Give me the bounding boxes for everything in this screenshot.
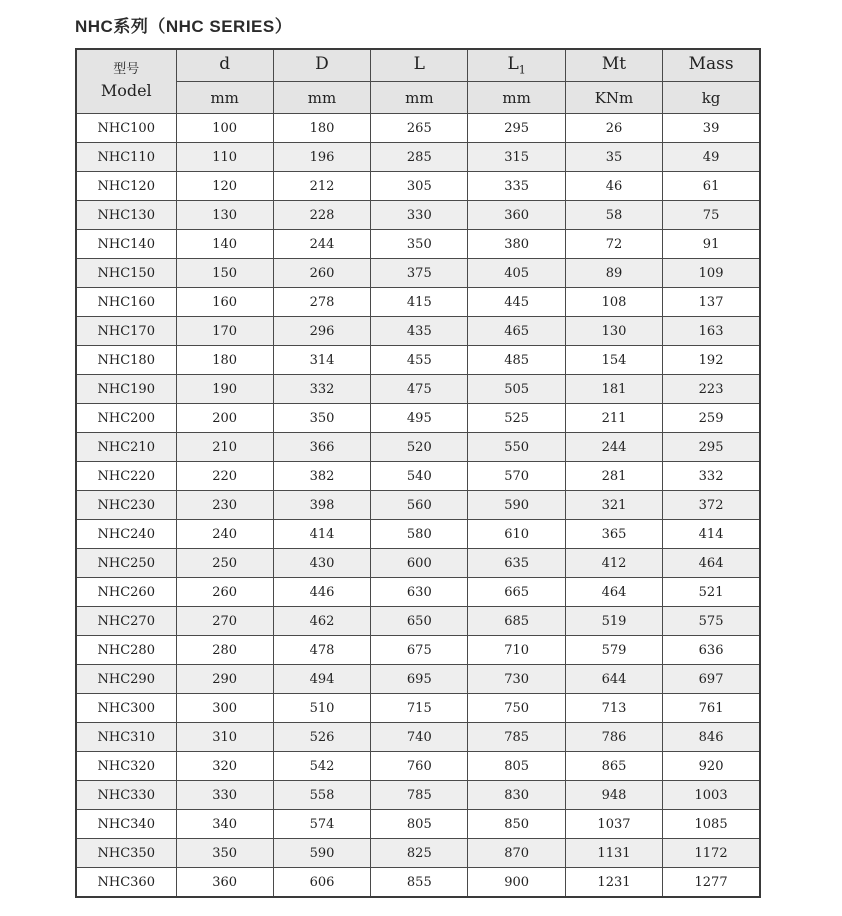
value-cell: 446 bbox=[273, 578, 370, 607]
value-cell: 360 bbox=[176, 868, 273, 898]
value-cell: 295 bbox=[663, 433, 760, 462]
value-cell: 137 bbox=[663, 288, 760, 317]
value-cell: 730 bbox=[468, 665, 565, 694]
model-cell: NHC340 bbox=[76, 810, 176, 839]
value-cell: 230 bbox=[176, 491, 273, 520]
value-cell: 570 bbox=[468, 462, 565, 491]
table-row bbox=[76, 114, 760, 143]
table-row bbox=[76, 868, 760, 898]
model-cell: NHC230 bbox=[76, 491, 176, 520]
unit-header-Mt: KNm bbox=[565, 82, 662, 114]
value-cell: 335 bbox=[468, 172, 565, 201]
value-cell: 948 bbox=[565, 781, 662, 810]
value-cell: 332 bbox=[273, 375, 370, 404]
table-row bbox=[76, 230, 760, 259]
value-cell: 580 bbox=[371, 520, 468, 549]
value-cell: 365 bbox=[565, 520, 662, 549]
value-cell: 475 bbox=[371, 375, 468, 404]
value-cell: 785 bbox=[468, 723, 565, 752]
value-cell: 526 bbox=[273, 723, 370, 752]
model-cell: NHC130 bbox=[76, 201, 176, 230]
table-row bbox=[76, 259, 760, 288]
column-header-Mass: Mass bbox=[663, 49, 760, 82]
value-cell: 550 bbox=[468, 433, 565, 462]
value-cell: 510 bbox=[273, 694, 370, 723]
value-cell: 465 bbox=[468, 317, 565, 346]
value-cell: 35 bbox=[565, 143, 662, 172]
value-cell: 330 bbox=[371, 201, 468, 230]
value-cell: 495 bbox=[371, 404, 468, 433]
value-cell: 805 bbox=[468, 752, 565, 781]
value-cell: 109 bbox=[663, 259, 760, 288]
table-row bbox=[76, 346, 760, 375]
value-cell: 61 bbox=[663, 172, 760, 201]
value-cell: 130 bbox=[565, 317, 662, 346]
value-cell: 350 bbox=[273, 404, 370, 433]
column-header-D: D bbox=[273, 49, 370, 82]
model-cell: NHC240 bbox=[76, 520, 176, 549]
value-cell: 685 bbox=[468, 607, 565, 636]
value-cell: 1037 bbox=[565, 810, 662, 839]
value-cell: 464 bbox=[565, 578, 662, 607]
value-cell: 259 bbox=[663, 404, 760, 433]
value-cell: 574 bbox=[273, 810, 370, 839]
model-cell: NHC180 bbox=[76, 346, 176, 375]
value-cell: 366 bbox=[273, 433, 370, 462]
value-cell: 290 bbox=[176, 665, 273, 694]
column-header-d: d bbox=[176, 49, 273, 82]
value-cell: 1003 bbox=[663, 781, 760, 810]
value-cell: 697 bbox=[663, 665, 760, 694]
model-header-en: Model bbox=[100, 81, 152, 101]
value-cell: 72 bbox=[565, 230, 662, 259]
value-cell: 644 bbox=[565, 665, 662, 694]
value-cell: 240 bbox=[176, 520, 273, 549]
table-row bbox=[76, 491, 760, 520]
value-cell: 350 bbox=[176, 839, 273, 868]
value-cell: 710 bbox=[468, 636, 565, 665]
table-row bbox=[76, 723, 760, 752]
value-cell: 372 bbox=[663, 491, 760, 520]
value-cell: 1277 bbox=[663, 868, 760, 898]
column-header-model bbox=[76, 49, 176, 114]
value-cell: 430 bbox=[273, 549, 370, 578]
table-row bbox=[76, 636, 760, 665]
table-row bbox=[76, 839, 760, 868]
value-cell: 380 bbox=[468, 230, 565, 259]
value-cell: 228 bbox=[273, 201, 370, 230]
value-cell: 610 bbox=[468, 520, 565, 549]
value-cell: 1231 bbox=[565, 868, 662, 898]
value-cell: 285 bbox=[371, 143, 468, 172]
model-cell: NHC220 bbox=[76, 462, 176, 491]
value-cell: 1131 bbox=[565, 839, 662, 868]
table-row bbox=[76, 520, 760, 549]
value-cell: 760 bbox=[371, 752, 468, 781]
model-cell: NHC200 bbox=[76, 404, 176, 433]
value-cell: 761 bbox=[663, 694, 760, 723]
value-cell: 1172 bbox=[663, 839, 760, 868]
value-cell: 870 bbox=[468, 839, 565, 868]
value-cell: 560 bbox=[371, 491, 468, 520]
table-row bbox=[76, 172, 760, 201]
value-cell: 494 bbox=[273, 665, 370, 694]
value-cell: 575 bbox=[663, 607, 760, 636]
value-cell: 210 bbox=[176, 433, 273, 462]
value-cell: 650 bbox=[371, 607, 468, 636]
value-cell: 110 bbox=[176, 143, 273, 172]
value-cell: 305 bbox=[371, 172, 468, 201]
table-row bbox=[76, 317, 760, 346]
table-row bbox=[76, 433, 760, 462]
value-cell: 900 bbox=[468, 868, 565, 898]
value-cell: 260 bbox=[176, 578, 273, 607]
table-header bbox=[76, 49, 760, 114]
value-cell: 39 bbox=[663, 114, 760, 143]
header-row-names bbox=[76, 49, 760, 82]
value-cell: 850 bbox=[468, 810, 565, 839]
value-cell: 250 bbox=[176, 549, 273, 578]
table-row bbox=[76, 665, 760, 694]
value-cell: 920 bbox=[663, 752, 760, 781]
model-cell: NHC360 bbox=[76, 868, 176, 898]
value-cell: 26 bbox=[565, 114, 662, 143]
table-row bbox=[76, 201, 760, 230]
value-cell: 462 bbox=[273, 607, 370, 636]
value-cell: 558 bbox=[273, 781, 370, 810]
model-cell: NHC190 bbox=[76, 375, 176, 404]
model-cell: NHC210 bbox=[76, 433, 176, 462]
table-row bbox=[76, 607, 760, 636]
value-cell: 590 bbox=[273, 839, 370, 868]
model-header-zh: 型号 bbox=[113, 61, 140, 77]
value-cell: 108 bbox=[565, 288, 662, 317]
value-cell: 785 bbox=[371, 781, 468, 810]
value-cell: 855 bbox=[371, 868, 468, 898]
model-cell: NHC350 bbox=[76, 839, 176, 868]
value-cell: 340 bbox=[176, 810, 273, 839]
value-cell: 314 bbox=[273, 346, 370, 375]
unit-header-L: mm bbox=[371, 82, 468, 114]
value-cell: 75 bbox=[663, 201, 760, 230]
value-cell: 181 bbox=[565, 375, 662, 404]
value-cell: 590 bbox=[468, 491, 565, 520]
value-cell: 415 bbox=[371, 288, 468, 317]
model-cell: NHC290 bbox=[76, 665, 176, 694]
model-cell: NHC300 bbox=[76, 694, 176, 723]
value-cell: 244 bbox=[273, 230, 370, 259]
value-cell: 445 bbox=[468, 288, 565, 317]
value-cell: 281 bbox=[565, 462, 662, 491]
model-cell: NHC120 bbox=[76, 172, 176, 201]
value-cell: 519 bbox=[565, 607, 662, 636]
value-cell: 464 bbox=[663, 549, 760, 578]
value-cell: 154 bbox=[565, 346, 662, 375]
model-cell: NHC330 bbox=[76, 781, 176, 810]
value-cell: 542 bbox=[273, 752, 370, 781]
value-cell: 520 bbox=[371, 433, 468, 462]
value-cell: 414 bbox=[663, 520, 760, 549]
value-cell: 665 bbox=[468, 578, 565, 607]
table-row bbox=[76, 288, 760, 317]
value-cell: 140 bbox=[176, 230, 273, 259]
value-cell: 805 bbox=[371, 810, 468, 839]
value-cell: 579 bbox=[565, 636, 662, 665]
value-cell: 521 bbox=[663, 578, 760, 607]
value-cell: 606 bbox=[273, 868, 370, 898]
value-cell: 405 bbox=[468, 259, 565, 288]
unit-header-Mass: kg bbox=[663, 82, 760, 114]
value-cell: 635 bbox=[468, 549, 565, 578]
value-cell: 46 bbox=[565, 172, 662, 201]
value-cell: 220 bbox=[176, 462, 273, 491]
value-cell: 382 bbox=[273, 462, 370, 491]
model-cell: NHC260 bbox=[76, 578, 176, 607]
model-cell: NHC250 bbox=[76, 549, 176, 578]
value-cell: 1085 bbox=[663, 810, 760, 839]
value-cell: 196 bbox=[273, 143, 370, 172]
value-cell: 300 bbox=[176, 694, 273, 723]
value-cell: 211 bbox=[565, 404, 662, 433]
column-header-Mt: Mt bbox=[565, 49, 662, 82]
value-cell: 280 bbox=[176, 636, 273, 665]
table-row bbox=[76, 375, 760, 404]
value-cell: 630 bbox=[371, 578, 468, 607]
value-cell: 478 bbox=[273, 636, 370, 665]
value-cell: 715 bbox=[371, 694, 468, 723]
value-cell: 695 bbox=[371, 665, 468, 694]
value-cell: 192 bbox=[663, 346, 760, 375]
value-cell: 330 bbox=[176, 781, 273, 810]
value-cell: 295 bbox=[468, 114, 565, 143]
value-cell: 846 bbox=[663, 723, 760, 752]
value-cell: 260 bbox=[273, 259, 370, 288]
table-row bbox=[76, 810, 760, 839]
value-cell: 675 bbox=[371, 636, 468, 665]
value-cell: 200 bbox=[176, 404, 273, 433]
spec-table bbox=[75, 48, 761, 898]
value-cell: 244 bbox=[565, 433, 662, 462]
table-row bbox=[76, 752, 760, 781]
value-cell: 350 bbox=[371, 230, 468, 259]
value-cell: 91 bbox=[663, 230, 760, 259]
value-cell: 170 bbox=[176, 317, 273, 346]
value-cell: 786 bbox=[565, 723, 662, 752]
value-cell: 58 bbox=[565, 201, 662, 230]
value-cell: 223 bbox=[663, 375, 760, 404]
model-cell: NHC280 bbox=[76, 636, 176, 665]
header-row-units bbox=[76, 82, 760, 114]
model-cell: NHC100 bbox=[76, 114, 176, 143]
page-title: NHC系列（NHC SERIES） bbox=[75, 17, 293, 36]
value-cell: 315 bbox=[468, 143, 565, 172]
value-cell: 525 bbox=[468, 404, 565, 433]
table-row bbox=[76, 578, 760, 607]
value-cell: 540 bbox=[371, 462, 468, 491]
value-cell: 321 bbox=[565, 491, 662, 520]
value-cell: 296 bbox=[273, 317, 370, 346]
value-cell: 163 bbox=[663, 317, 760, 346]
value-cell: 485 bbox=[468, 346, 565, 375]
model-cell: NHC160 bbox=[76, 288, 176, 317]
model-cell: NHC310 bbox=[76, 723, 176, 752]
value-cell: 740 bbox=[371, 723, 468, 752]
table-body bbox=[76, 114, 760, 898]
value-cell: 375 bbox=[371, 259, 468, 288]
column-header-L: L bbox=[371, 49, 468, 82]
model-cell: NHC270 bbox=[76, 607, 176, 636]
model-cell: NHC140 bbox=[76, 230, 176, 259]
model-cell: NHC320 bbox=[76, 752, 176, 781]
value-cell: 89 bbox=[565, 259, 662, 288]
table-row bbox=[76, 694, 760, 723]
value-cell: 100 bbox=[176, 114, 273, 143]
model-cell: NHC110 bbox=[76, 143, 176, 172]
value-cell: 180 bbox=[273, 114, 370, 143]
value-cell: 310 bbox=[176, 723, 273, 752]
value-cell: 750 bbox=[468, 694, 565, 723]
value-cell: 414 bbox=[273, 520, 370, 549]
value-cell: 600 bbox=[371, 549, 468, 578]
value-cell: 120 bbox=[176, 172, 273, 201]
model-cell: NHC170 bbox=[76, 317, 176, 346]
unit-header-d: mm bbox=[176, 82, 273, 114]
value-cell: 320 bbox=[176, 752, 273, 781]
table-row bbox=[76, 462, 760, 491]
table-row bbox=[76, 404, 760, 433]
value-cell: 412 bbox=[565, 549, 662, 578]
value-cell: 49 bbox=[663, 143, 760, 172]
column-header-L1: $L_1$ bbox=[468, 49, 565, 82]
value-cell: 270 bbox=[176, 607, 273, 636]
value-cell: 278 bbox=[273, 288, 370, 317]
value-cell: 398 bbox=[273, 491, 370, 520]
value-cell: 455 bbox=[371, 346, 468, 375]
unit-header-D: mm bbox=[273, 82, 370, 114]
value-cell: 150 bbox=[176, 259, 273, 288]
value-cell: 265 bbox=[371, 114, 468, 143]
value-cell: 825 bbox=[371, 839, 468, 868]
value-cell: 130 bbox=[176, 201, 273, 230]
value-cell: 435 bbox=[371, 317, 468, 346]
table-row bbox=[76, 781, 760, 810]
value-cell: 160 bbox=[176, 288, 273, 317]
value-cell: 360 bbox=[468, 201, 565, 230]
value-cell: 332 bbox=[663, 462, 760, 491]
value-cell: 505 bbox=[468, 375, 565, 404]
value-cell: 713 bbox=[565, 694, 662, 723]
table-row bbox=[76, 143, 760, 172]
value-cell: 865 bbox=[565, 752, 662, 781]
model-cell: NHC150 bbox=[76, 259, 176, 288]
table-row bbox=[76, 549, 760, 578]
unit-header-L1: mm bbox=[468, 82, 565, 114]
value-cell: 180 bbox=[176, 346, 273, 375]
value-cell: 190 bbox=[176, 375, 273, 404]
value-cell: 212 bbox=[273, 172, 370, 201]
value-cell: 830 bbox=[468, 781, 565, 810]
value-cell: 636 bbox=[663, 636, 760, 665]
